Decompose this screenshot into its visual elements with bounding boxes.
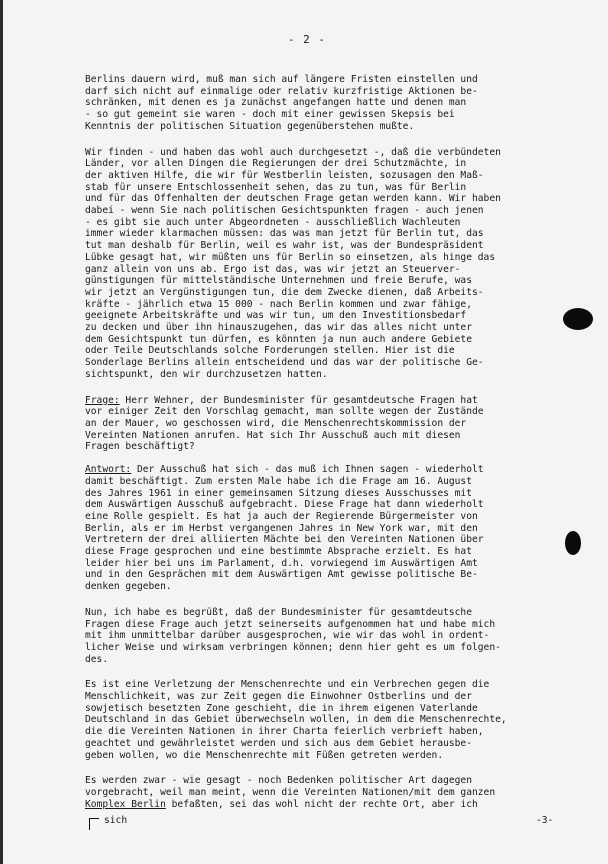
line-text: dabei - wenn Sie nach politischen Gesichtspunkten fragen - auch jenen <box>85 205 484 217</box>
text-line <box>85 182 569 194</box>
text-line <box>85 345 569 357</box>
text-line <box>85 534 569 546</box>
speaker-label: Frage: <box>85 394 120 406</box>
text-line <box>85 310 569 322</box>
text-line <box>85 193 569 205</box>
line-text: der aktiven Hilfe, die wir für Westberlin leisten, sozusagen den Maß- <box>85 169 484 181</box>
line-text: oder Teile Deutschlands solche Forderungen stellen. Hier ist die <box>85 345 455 357</box>
line-text: leider hier bei uns im Parlament, d.h. vorwiegend im Auswärtigen Amt <box>85 557 478 569</box>
line-text: ganz allein von uns ab. Ergo ist das, was wir jetzt an Steuerver- <box>85 263 461 275</box>
text-line <box>85 334 569 346</box>
text-line <box>85 499 569 511</box>
text-line <box>85 147 569 159</box>
line-text: tut man deshalb für Berlin, weil es wahr ist, was der Bundespräsident <box>85 240 484 252</box>
text-line <box>85 787 569 799</box>
paragraph <box>85 607 569 666</box>
line-text: stab für unsere Entschlossenheit sehen, das zu tun, was für Berlin <box>85 181 467 193</box>
text-line <box>85 488 569 500</box>
line-text: dem Auswärtigen Ausschuß aufgebracht. Diese Frage hat dann wiederholt <box>85 499 484 511</box>
paragraph <box>85 395 569 454</box>
line-text: denken gegeben. <box>85 581 172 593</box>
line-text: Menschlichkeit, was zur Zeit gegen die Einwohner Ostberlins und der <box>85 691 472 703</box>
text-line <box>85 464 569 476</box>
paragraph-gap <box>85 593 569 607</box>
line-text: die die Vereinten Nationen in ihrer Charta feierlich verbrieft haben, <box>85 726 484 738</box>
line-text: Fragen diese Frage auch jetzt seinerseits aufgenommen hat und habe mich <box>85 618 496 630</box>
line-text: - so gut gemeint sie waren - doch mit einer gewissen Skepsis bei <box>85 109 455 121</box>
paragraph-gap <box>85 453 569 464</box>
text-line <box>85 523 569 535</box>
text-line <box>85 714 569 726</box>
line-text: wir jetzt an Vergünstigungen tun, die dem Zwecke dienen, daß Arbeits- <box>85 286 484 298</box>
text-line <box>85 369 569 381</box>
line-text: Lübke gesagt hat, wir müßten uns für Berlin so einsetzen, als hinge das <box>85 251 496 263</box>
line-text: Deutschland in das Gebiet überwechseln wollen, in dem die Menschenrechte, <box>85 714 507 726</box>
text-line <box>85 619 569 631</box>
text-line <box>85 750 569 762</box>
text-line <box>85 240 569 252</box>
text-line <box>85 546 569 558</box>
paragraph-gap <box>85 133 569 147</box>
line-text: - es gibt sie auch unter Abgeordneten - ausschließlich Wachleuten <box>85 216 461 228</box>
line-text: dem Gesichtspunkt tun dürfen, es könnten ja nun auch andere Gebiete <box>85 333 472 345</box>
text-line <box>85 569 569 581</box>
text-line <box>85 430 569 442</box>
text-line <box>85 607 569 619</box>
text-line <box>85 322 569 334</box>
text-line <box>85 158 569 170</box>
line-text: geeignete Arbeitskräfte und was wir tun, um den Investitionsbedarf <box>85 310 467 322</box>
hole-punch-mark <box>563 308 593 330</box>
text-line <box>85 406 569 418</box>
line-text: schränken, mit denen es ja zunächst angefangen hatte und denen man <box>85 97 467 109</box>
line-text: Sonderlage Berlins allein entscheidend und das war der politische Ge- <box>85 357 484 369</box>
line-text: damit beschäftigt. Zum ersten Male habe ich die Frage am 16. August <box>85 475 472 487</box>
continuation-word: sich <box>104 815 128 826</box>
underlined-phrase: Komplex Berlin <box>85 798 166 810</box>
paragraph <box>85 147 569 381</box>
line-text: Vertretern der drei alliierten Mächte bei den Vereinten Nationen über <box>85 534 484 546</box>
body-text <box>85 74 569 810</box>
text-line <box>85 799 569 811</box>
text-line <box>85 395 569 407</box>
paragraph <box>85 775 569 810</box>
line-text: Kenntnis der politischen Situation gegenüberstehen mußte. <box>85 120 415 132</box>
paragraph-gap <box>85 665 569 679</box>
text-line <box>85 357 569 369</box>
continuation-bracket <box>89 818 99 830</box>
text-line <box>85 228 569 240</box>
line-text: diese Frage gesprochen und eine bestimmte Absprache erzielt. Es hat <box>85 546 472 558</box>
paragraph <box>85 679 569 761</box>
text-line <box>85 630 569 642</box>
line-text: geachtet und gewährleistet werden und sich aus dem Gebiet herausbe- <box>85 737 472 749</box>
line-text: des Jahres 1961 in einer gemeinsamen Sitzung dieses Ausschusses mit <box>85 487 472 499</box>
text-line <box>85 511 569 523</box>
line-text: Länder, vor allen Dingen die Regierungen der drei Schutzmächte, in <box>85 158 467 170</box>
text-line <box>85 679 569 691</box>
paragraph <box>85 464 569 593</box>
text-line <box>85 418 569 430</box>
text-line <box>85 726 569 738</box>
next-page-marker: -3- <box>536 815 554 826</box>
line-text: günstigungen für mittelständische Unternehmen und freie Berufe, was <box>85 275 472 287</box>
text-line <box>85 703 569 715</box>
line-text: zu decken und über ihn hinauszugehen, das wir das alles nicht unter <box>85 322 472 334</box>
text-line <box>85 97 569 109</box>
line-text: vor einiger Zeit den Vorschlag gemacht, man sollte wegen der Zustände <box>85 406 484 418</box>
text-line <box>85 691 569 703</box>
line-text: des. <box>85 653 109 665</box>
line-text: Es ist eine Verletzung der Menschenrechte und ein Verbrechen gegen die <box>85 679 490 691</box>
text-line <box>85 642 569 654</box>
text-line <box>85 275 569 287</box>
text-line <box>85 441 569 453</box>
line-text: darf sich nicht auf einmalige oder relativ kurzfristige Aktionen be- <box>85 85 478 97</box>
text-line <box>85 217 569 229</box>
line-text: Berlin, als er im Herbst vergangenen Jahres in New York war, mit den <box>85 522 478 534</box>
speaker-label: Antwort: <box>85 464 132 476</box>
text-line <box>85 476 569 488</box>
text-line <box>85 86 569 98</box>
line-text: an der Mauer, wo geschossen wird, die Menschenrechtskommission der <box>85 417 467 429</box>
line-text: und für das Offenhalten der deutschen Frage getan werden kann. Wir haben <box>85 193 501 205</box>
text-line <box>85 74 569 86</box>
line-text: mit ihm unmittelbar darüber ausgesprochen, wie wir das wohl in ordent- <box>85 630 490 642</box>
text-line <box>85 264 569 276</box>
paragraph-gap <box>85 761 569 775</box>
text-line <box>85 121 569 133</box>
text-line <box>85 738 569 750</box>
line-text: Vereinten Nationen anrufen. Hat sich Ihr Ausschuß auch mit diesen <box>85 429 461 441</box>
line-text: Herr Wehner, der Bundesminister für gesamtdeutsche Fragen hat <box>119 394 478 406</box>
line-text: Der Ausschuß hat sich - das muß ich Ihnen sagen - wiederholt <box>131 464 484 476</box>
line-text: Nun, ich habe es begrüßt, daß der Bundesminister für gesamtdeutsche <box>85 606 472 618</box>
line-text: Wir finden - und haben das wohl auch durchgesetzt -, daß die verbündeten <box>85 146 501 158</box>
page-number: - 2 - <box>287 33 327 46</box>
text-line <box>85 581 569 593</box>
text-line <box>85 775 569 787</box>
line-text: immer wieder klarmachen müssen: das was man jetzt für Berlin tut, das <box>85 228 484 240</box>
line-text: vorgebracht, weil man meint, wenn die Vereinten Nationen/mit dem ganzen <box>85 786 496 798</box>
line-text: sichtspunkt, den wir durchzusetzen hatten. <box>85 368 328 380</box>
line-text: und in den Gesprächen mit dem Auswärtigen Amt gewisse politische Be- <box>85 569 478 581</box>
text-line <box>85 287 569 299</box>
line-text: kräfte - jährlich etwa 15 000 - nach Berlin kommen und zwar fähige, <box>85 298 472 310</box>
line-text: sowjetisch besetzten Zone geschieht, die in ihrem eigenen Vaterlande <box>85 702 478 714</box>
paragraph <box>85 74 569 133</box>
text-line <box>85 109 569 121</box>
text-line <box>85 299 569 311</box>
line-text: Berlins dauern wird, muß man sich auf längere Fristen einstellen und <box>85 74 478 85</box>
text-line <box>85 170 569 182</box>
text-line <box>85 252 569 264</box>
text-line <box>85 654 569 666</box>
line-text: Es werden zwar - wie gesagt - noch Bedenken politischer Art dagegen <box>85 775 472 787</box>
line-text: eine Rolle gespielt. Es hat ja auch der Regierende Bürgermeister von <box>85 510 478 522</box>
hole-punch-mark <box>565 531 581 555</box>
line-text: geben wollen, wo die Menschenrechte mit Füßen getreten werden. <box>85 749 444 761</box>
text-line <box>85 205 569 217</box>
line-text: licher Weise und wirksam verbringen können; denn hier geht es um folgen- <box>85 641 501 653</box>
text-line <box>85 558 569 570</box>
line-text: befaßten, sei das wohl nicht der rechte Ort, aber ich <box>165 798 478 810</box>
paragraph-gap <box>85 381 569 395</box>
line-text: Fragen beschäftigt? <box>85 441 195 453</box>
